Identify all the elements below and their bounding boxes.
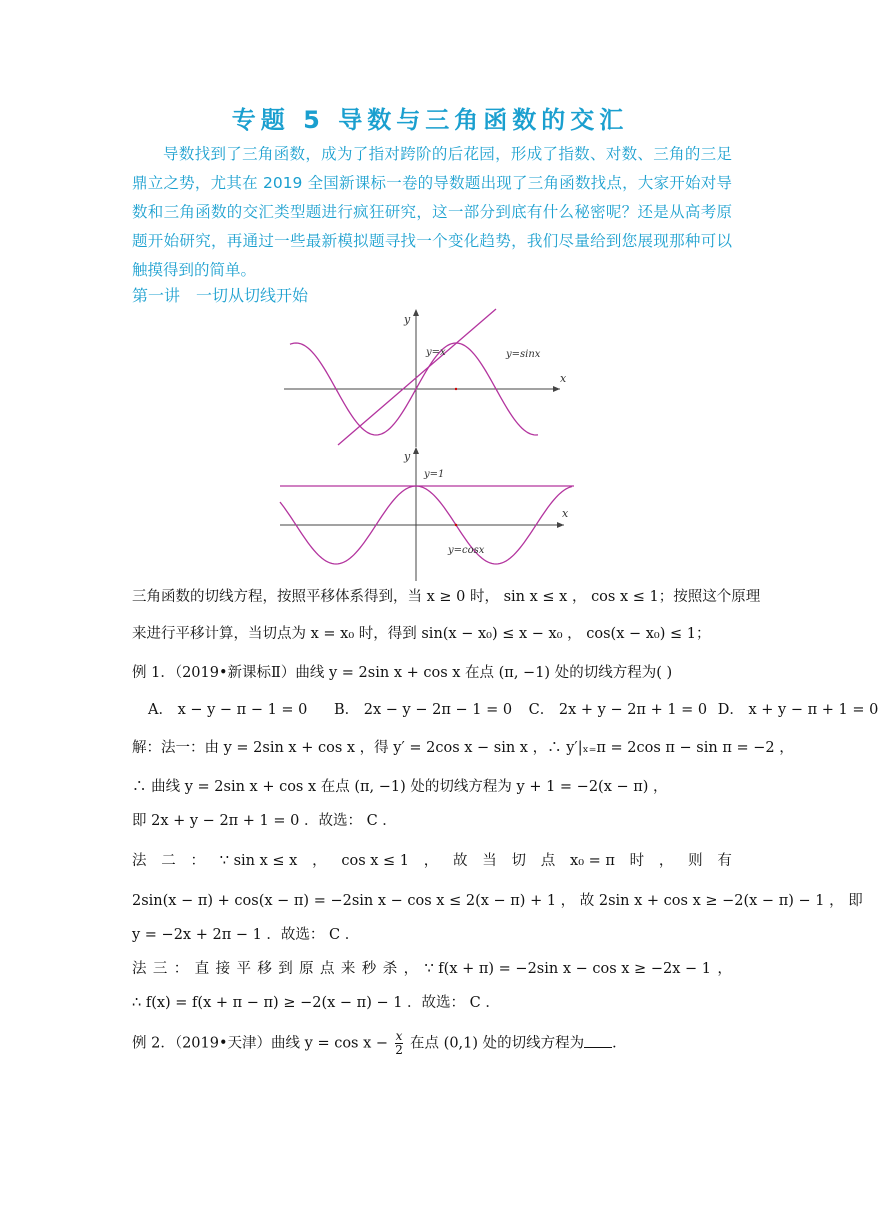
s3-w0: 法 bbox=[132, 961, 147, 977]
s2-w8: 当 bbox=[482, 853, 497, 869]
s2-w10: 点 bbox=[540, 853, 556, 869]
solution1-line-3: 即 2x + y − 2π + 1 = 0 ．故选： C ． bbox=[132, 813, 397, 829]
pi-tick bbox=[455, 388, 457, 390]
option-c: C． 2x + y − 2π + 1 = 0 bbox=[528, 702, 708, 718]
s2-w15: 有 bbox=[717, 853, 732, 869]
s3-w9: 点 bbox=[320, 961, 335, 977]
top-line-label: y=x bbox=[426, 347, 446, 358]
option-d: D． x + y − π + 1 = 0 bbox=[717, 702, 878, 718]
s3-w13: ， bbox=[403, 961, 419, 977]
principle-line-2: 来进行平移计算，当切点为 x = x₀ 时，得到 sin(x − x₀) ≤ x − x₀ ， cos(x − x₀) ≤ 1； bbox=[132, 626, 711, 642]
s2-w12: 时 bbox=[629, 853, 645, 869]
example2-stem bbox=[132, 1030, 732, 1057]
example2-prefix: 例 2．（2019•天津）曲线 y = cos x − bbox=[132, 1035, 389, 1052]
s3-w2: ： bbox=[173, 961, 189, 977]
s3-w8: 原 bbox=[299, 961, 314, 977]
top-x-arrow bbox=[553, 386, 560, 392]
top-graph bbox=[284, 309, 567, 447]
solution2-line-1 bbox=[132, 850, 732, 872]
s2-w9: 切 bbox=[511, 853, 527, 869]
s3-w3: 直 bbox=[194, 961, 210, 977]
solution1-line-1: 解：法一：由 y = 2sin x + cos x ，得 y′ = 2cos x − sin x ，∴ y′|ₓ₌π = 2cos π − sin π = −2 ， bbox=[132, 740, 794, 756]
intro-paragraph: 导数找到了三角函数，成为了指对跨阶的后花园，形成了指数、对数、三角的三足鼎立之势，尤其在 2019 全国新课标一卷的导数题出现了三角函数找点，大家开始对导数和三角函数的交汇类型题进行疯狂研究，这一部分到底有什么秘密呢？还是从高考原题开始研究，再通过一些最新模拟题寻找一个变化趋势，我们尽量给到您展现那种可以触摸得到的简单。 bbox=[132, 145, 732, 279]
s2-w11: x₀ = π bbox=[570, 853, 615, 869]
fraction-numerator: x bbox=[395, 1029, 403, 1043]
s3-w5: 平 bbox=[236, 961, 251, 977]
s3-w7: 到 bbox=[278, 961, 293, 977]
option-b: B． 2x − y − 2π − 1 = 0 bbox=[334, 702, 513, 718]
top-y-arrow bbox=[413, 309, 419, 316]
bottom-y-arrow bbox=[413, 447, 419, 454]
bottom-graph bbox=[280, 447, 574, 581]
solution2-line-2: 2sin(x − π) + cos(x − π) = −2sin x − cos x ≤ 2(x − π) + 1 ， 故 2sin x + cos x ≥ −2(x − π) − 1 ， 即 bbox=[132, 893, 863, 909]
fraction-denominator: 2 bbox=[395, 1043, 403, 1057]
s2-w5: cos x ≤ 1 bbox=[341, 853, 410, 869]
s2-w6: ， bbox=[423, 853, 439, 869]
s2-w0: 法 bbox=[132, 853, 147, 869]
s3-w1: 三 bbox=[152, 961, 168, 977]
bottom-y-label: y bbox=[404, 450, 411, 463]
s3-w12: 杀 bbox=[382, 961, 398, 977]
tangent-line-y-eq-x bbox=[338, 309, 496, 445]
page-title: 专题 5 导数与三角函数的交汇 bbox=[231, 106, 629, 134]
answer-blank[interactable] bbox=[584, 1033, 612, 1048]
solution1-line-2: ∴ 曲线 y = 2sin x + cos x 在点 (π, −1) 处的切线方程为 y + 1 = −2(x − π) ， bbox=[132, 779, 668, 795]
lecture-heading bbox=[132, 283, 324, 306]
lecture-name: 一切从切线开始 bbox=[196, 286, 309, 305]
solution3-line-1 bbox=[132, 958, 732, 980]
s2-w14: 则 bbox=[688, 853, 703, 869]
s2-w4: ， bbox=[312, 853, 327, 869]
s2-w3: ∵ sin x ≤ x bbox=[219, 853, 298, 869]
option-a: A． x − y − π − 1 = 0 bbox=[148, 702, 308, 718]
top-curve-label: y=sinx bbox=[506, 349, 541, 360]
bottom-x-label: x bbox=[562, 507, 569, 520]
s3-w4: 接 bbox=[215, 961, 231, 977]
example1-stem: 例 1．（2019•新课标Ⅱ）曲线 y = 2sin x + cos x 在点 (π, −1) 处的切线方程为( ) bbox=[132, 665, 673, 681]
top-x-label: x bbox=[560, 372, 567, 385]
s2-w1: 二 bbox=[161, 853, 176, 869]
s2-w7: 故 bbox=[453, 853, 468, 869]
solution3-line-2: ∴ f(x) = f(x + π − π) ≥ −2(x − π) − 1 ．故选： C ． bbox=[132, 995, 500, 1011]
s3-w10: 来 bbox=[340, 961, 356, 977]
s3-w6: 移 bbox=[257, 961, 272, 977]
half-pi-tick bbox=[455, 524, 457, 526]
s3-w14: ∵ f(x + π) = −2sin x − cos x ≥ −2x − 1 bbox=[424, 961, 711, 977]
bottom-line-label: y=1 bbox=[424, 469, 445, 480]
example2-end: ． bbox=[612, 1035, 627, 1052]
s2-w2: ： bbox=[190, 853, 205, 869]
s2-w13: ， bbox=[658, 853, 674, 869]
top-y-label: y bbox=[404, 313, 411, 326]
solution2-line-3: y = −2x + 2π − 1 ．故选： C ． bbox=[132, 927, 360, 943]
s3-w11: 秒 bbox=[361, 961, 377, 977]
fraction-x-over-2 bbox=[395, 1030, 404, 1057]
example1-options bbox=[148, 699, 878, 721]
example2-suffix: 在点 (0,1) 处的切线方程为 bbox=[410, 1035, 585, 1052]
s3-w15: ， bbox=[717, 961, 732, 977]
bottom-x-arrow bbox=[557, 522, 564, 528]
principle-line-1: 三角函数的切线方程，按照平移体系得到，当 x ≥ 0 时， sin x ≤ x ， cos x ≤ 1；按照这个原理 bbox=[132, 589, 761, 605]
lecture-number: 第一讲 bbox=[132, 286, 181, 305]
bottom-curve-label: y=cosx bbox=[448, 545, 485, 556]
sin-cos-tangent-figure bbox=[276, 305, 586, 585]
